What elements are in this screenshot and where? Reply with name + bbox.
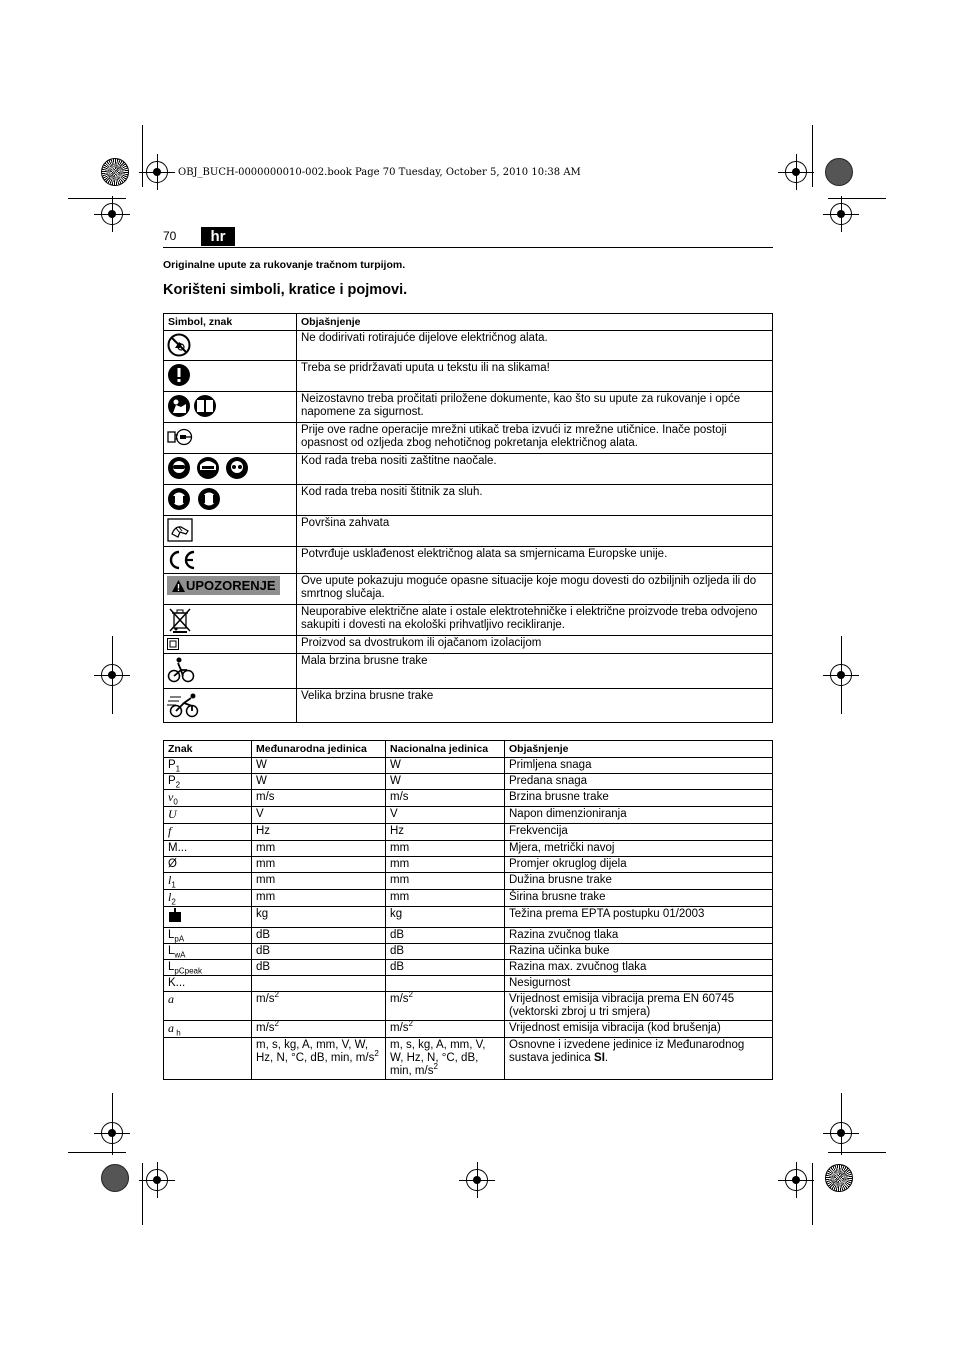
explanation-cell	[505, 774, 773, 790]
natl-unit: dB	[390, 945, 405, 957]
sign-symbol: l	[168, 890, 172, 904]
sign-symbol: a	[168, 992, 174, 1006]
language-badge: hr	[201, 227, 235, 246]
explanation-text: Nesigurnost	[509, 977, 571, 989]
intl-unit-cell	[252, 790, 386, 807]
table-row	[164, 574, 773, 605]
explanation-text: Predana snaga	[509, 775, 588, 787]
explanation-text: Dužina brusne trake	[509, 874, 612, 886]
explanation-text: Osnovne i izvedene jedinice iz Međunarodnog sustava jedinica	[509, 1039, 745, 1064]
natl-unit-cell	[386, 841, 505, 857]
explanation-cell: Velika brzina brusne trake	[297, 689, 773, 723]
natl-unit-cell	[386, 944, 505, 960]
explanation-cell: Mala brzina brusne trake	[297, 654, 773, 689]
symbol-cell	[164, 516, 297, 547]
sign-symbol: l	[168, 873, 172, 887]
table-row	[164, 454, 773, 485]
intl-unit: W	[256, 759, 267, 771]
safety-goggles-icon	[167, 456, 251, 480]
explanation-cell	[505, 758, 773, 774]
natl-unit: dB	[390, 961, 405, 973]
weight-icon	[168, 908, 182, 922]
natl-unit: mm	[390, 842, 410, 854]
warning-label: UPOZORENJE	[186, 578, 276, 593]
sign-cell	[164, 857, 252, 873]
explanation-cell	[505, 873, 773, 890]
table-row	[164, 944, 773, 960]
natl-unit-cell	[386, 890, 505, 907]
symbol-cell	[164, 654, 297, 689]
natl-unit-cell	[386, 857, 505, 873]
explanation-cell: Ne dodirivati rotirajuće dijelove električnog alata.	[297, 331, 773, 361]
table-row	[164, 960, 773, 976]
sign-subscript: pCpeak	[174, 966, 202, 976]
header-symbol: Simbol, znak	[164, 314, 297, 331]
natl-unit: W	[390, 775, 401, 787]
explanation-text: Brzina brusne trake	[509, 791, 609, 803]
explanation-cell	[505, 841, 773, 857]
explanation-text: Razina max. zvučnog tlaka	[509, 961, 647, 973]
registration-crosshair-icon	[101, 203, 123, 225]
natl-unit: m/s	[390, 791, 409, 803]
natl-unit-cell	[386, 824, 505, 841]
document-subtitle: Originalne upute za rukovanje tračnom turpijom.	[163, 259, 406, 271]
symbol-cell	[164, 485, 297, 516]
sign-subscript: 1	[171, 880, 176, 890]
sign-subscript: 1	[175, 764, 181, 774]
explanation-text: Mjera, metrički navoj	[509, 842, 615, 854]
table-row	[164, 907, 773, 928]
natl-unit-cell	[386, 790, 505, 807]
table-row	[164, 636, 773, 654]
intl-unit: V	[256, 808, 264, 820]
registration-star-icon	[101, 158, 129, 186]
table-row	[164, 992, 773, 1021]
crossed-bin-icon	[167, 607, 193, 633]
slow-cyclist-icon	[167, 656, 195, 684]
warning-label-icon	[167, 576, 280, 595]
registration-crosshair-icon	[830, 664, 852, 686]
intl-unit: Hz	[256, 825, 271, 837]
explanation-cell	[505, 1038, 773, 1080]
sign-cell	[164, 944, 252, 960]
symbol-cell	[164, 547, 297, 574]
explanation-text: Promjer okruglog dijela	[509, 858, 627, 870]
table-row	[164, 1021, 773, 1038]
intl-unit-superscript: 2	[374, 1049, 379, 1059]
intl-unit-cell	[252, 758, 386, 774]
explanation-cell	[505, 807, 773, 824]
natl-unit: dB	[390, 929, 405, 941]
sign-symbol: a	[168, 1021, 174, 1035]
natl-unit-cell	[386, 992, 505, 1021]
intl-unit: dB	[256, 961, 271, 973]
sign-cell	[164, 928, 252, 944]
symbol-cell	[164, 605, 297, 636]
natl-unit: V	[390, 808, 398, 820]
explanation-text: Vrijednost emisija vibracija prema EN 60745 (vektorski zbroj u tri smjera)	[509, 993, 735, 1018]
symbol-cell	[164, 361, 297, 392]
table-row	[164, 841, 773, 857]
natl-unit-superscript: 2	[408, 1019, 413, 1029]
sign-subscript: h	[174, 1028, 181, 1038]
table-row	[164, 807, 773, 824]
intl-unit-cell	[252, 774, 386, 790]
table-row	[164, 689, 773, 723]
sign-cell	[164, 824, 252, 841]
sign-symbol: Ø	[168, 858, 177, 870]
intl-unit: m/s	[256, 993, 275, 1005]
explanation-text: Vrijednost emisija vibracija (kod brušenja)	[509, 1022, 721, 1034]
table-row	[164, 547, 773, 574]
intl-unit-cell	[252, 992, 386, 1021]
sign-cell	[164, 1021, 252, 1038]
no-touch-rotating-icon	[167, 333, 191, 357]
sign-cell	[164, 807, 252, 824]
explanation-cell: Neuporabive električne alate i ostale elektrotehničke i električne proizvode treba odvojeno sakupiti i dovesti na ekološki prihvatljivo recikliranje.	[297, 605, 773, 636]
intl-unit: dB	[256, 945, 271, 957]
table-row	[164, 654, 773, 689]
registration-crosshair-icon	[785, 1169, 807, 1191]
explanation-cell: Kod rada treba nositi štitnik za sluh.	[297, 485, 773, 516]
intl-unit-cell	[252, 841, 386, 857]
header-natl-unit: Nacionalna jedinica	[386, 741, 505, 758]
sign-symbol: K...	[168, 977, 186, 989]
intl-unit-superscript: 2	[274, 1019, 279, 1029]
natl-unit: mm	[390, 858, 410, 870]
read-manual-icon	[167, 394, 217, 418]
sign-cell	[164, 992, 252, 1021]
explanation-cell: Treba se pridržavati uputa u tekstu ili na slikama!	[297, 361, 773, 392]
sign-symbol: P	[168, 759, 176, 771]
natl-unit: mm	[390, 891, 410, 903]
explanation-cell	[505, 992, 773, 1021]
natl-unit-cell	[386, 928, 505, 944]
symbols-table	[163, 313, 773, 723]
sign-cell	[164, 790, 252, 807]
intl-unit-cell	[252, 976, 386, 992]
header-explanation: Objašnjenje	[505, 741, 773, 758]
intl-unit: W	[256, 775, 267, 787]
sign-subscript: 2	[175, 780, 181, 790]
explanation-text: Težina prema EPTA postupku 01/2003	[509, 908, 705, 920]
registration-crosshair-icon	[146, 1169, 168, 1191]
header-rule	[163, 247, 773, 248]
explanation-text: Razina učinka buke	[509, 945, 610, 957]
explanation-cell: Neizostavno treba pročitati priložene dokumente, kao što su upute za rukovanje i opće napomene za sigurnost.	[297, 392, 773, 423]
intl-unit: m/s	[256, 1022, 275, 1034]
section-title: Korišteni simboli, kratice i pojmovi.	[163, 282, 408, 298]
natl-unit-cell	[386, 1021, 505, 1038]
ce-mark-icon	[167, 549, 197, 571]
explanation-cell: Površina zahvata	[297, 516, 773, 547]
unplug-icon	[167, 425, 193, 449]
intl-unit: m/s	[256, 791, 275, 803]
intl-unit-cell	[252, 873, 386, 890]
intl-unit: mm	[256, 842, 276, 854]
header-sign: Znak	[164, 741, 252, 758]
natl-unit-cell	[386, 960, 505, 976]
intl-unit-cell	[252, 960, 386, 976]
ear-protection-icon	[167, 487, 223, 511]
table-row	[164, 485, 773, 516]
intl-unit-cell	[252, 1038, 386, 1080]
sign-cell	[164, 890, 252, 907]
explanation-cell: Potvrđuje usklađenost električnog alata sa smjernicama Europske unije.	[297, 547, 773, 574]
explanation-cell	[505, 976, 773, 992]
natl-unit: m, s, kg, A, mm, V, W, Hz, N, °C, dB, min, m/s	[390, 1039, 486, 1077]
header-intl-unit: Međunarodna jedinica	[252, 741, 386, 758]
intl-unit-cell	[252, 928, 386, 944]
natl-unit-cell	[386, 1038, 505, 1080]
explanation-cell	[505, 890, 773, 907]
table-row	[164, 790, 773, 807]
explanation-cell: Ove upute pokazuju moguće opasne situacije koje mogu dovesti do ozbiljnih ozljeda ili do smrtnog slučaja.	[297, 574, 773, 605]
registration-crosshair-icon	[466, 1169, 488, 1191]
registration-disc-icon	[101, 1164, 129, 1192]
natl-unit-cell	[386, 758, 505, 774]
natl-unit: m/s	[390, 993, 409, 1005]
intl-unit: kg	[256, 908, 269, 920]
registration-crosshair-icon	[146, 161, 168, 183]
natl-unit-cell	[386, 907, 505, 928]
sign-cell	[164, 960, 252, 976]
explanation-cell	[505, 1021, 773, 1038]
symbol-cell	[164, 636, 297, 654]
sign-cell	[164, 976, 252, 992]
table-row	[164, 890, 773, 907]
symbol-cell	[164, 392, 297, 423]
intl-unit: mm	[256, 874, 276, 886]
registration-crosshair-icon	[830, 1122, 852, 1144]
natl-unit-cell	[386, 873, 505, 890]
explanation-cell: Prije ove radne operacije mrežni utikač treba izvući iz mrežne utičnice. Inače postoji opasnost od ozljeda zbog nehotičnog pokretanja električnog alata.	[297, 423, 773, 454]
intl-unit-superscript: 2	[274, 990, 279, 1000]
natl-unit-superscript: 2	[433, 1062, 438, 1072]
registration-crosshair-icon	[785, 161, 807, 183]
sign-cell	[164, 873, 252, 890]
explanation-text: Primljena snaga	[509, 759, 592, 771]
table-row	[164, 516, 773, 547]
table-row	[164, 423, 773, 454]
natl-unit-cell	[386, 976, 505, 992]
units-header-row	[164, 741, 773, 758]
sign-symbol: L	[168, 929, 175, 941]
table-row	[164, 873, 773, 890]
natl-unit: Hz	[390, 825, 405, 837]
sign-symbol: P	[168, 775, 176, 787]
registration-crosshair-icon	[830, 203, 852, 225]
table-row	[164, 758, 773, 774]
sign-cell	[164, 774, 252, 790]
table-row	[164, 361, 773, 392]
registration-crosshair-icon	[101, 1122, 123, 1144]
symbols-header-row	[164, 314, 773, 331]
registration-disc-icon	[825, 158, 853, 186]
units-table	[163, 740, 773, 1080]
explanation-text: Frekvencija	[509, 825, 568, 837]
sign-cell	[164, 758, 252, 774]
intl-unit: dB	[256, 929, 271, 941]
sign-cell	[164, 907, 252, 928]
explanation-cell	[505, 824, 773, 841]
sign-subscript: 0	[173, 797, 178, 807]
natl-unit: m/s	[390, 1022, 409, 1034]
explanation-text: Razina zvučnog tlaka	[509, 929, 619, 941]
explanation-bold: SI	[594, 1052, 605, 1064]
intl-unit-cell	[252, 907, 386, 928]
page-number: 70	[163, 229, 177, 243]
sign-symbol: U	[168, 807, 177, 821]
explanation-cell	[505, 960, 773, 976]
sign-symbol: v	[168, 790, 174, 804]
intl-unit-cell	[252, 807, 386, 824]
explanation-text: Napon dimenzioniranja	[509, 808, 627, 820]
sign-symbol: L	[168, 961, 175, 973]
explanation-cell: Proizvod sa dvostrukom ili ojačanom izolacijom	[297, 636, 773, 654]
intl-unit-cell	[252, 857, 386, 873]
natl-unit-cell	[386, 807, 505, 824]
explanation-tail: .	[604, 1052, 609, 1064]
warning-triangle-icon	[171, 579, 186, 593]
registration-star-icon	[825, 1164, 853, 1192]
sign-symbol: f	[168, 824, 172, 838]
table-row	[164, 605, 773, 636]
sign-subscript: 2	[171, 897, 176, 907]
symbol-cell	[164, 689, 297, 723]
intl-unit-cell	[252, 944, 386, 960]
explanation-cell	[505, 857, 773, 873]
table-row	[164, 1038, 773, 1080]
fast-cyclist-icon	[167, 691, 203, 719]
natl-unit: W	[390, 759, 401, 771]
table-row	[164, 331, 773, 361]
symbol-cell	[164, 331, 297, 361]
sign-subscript: wA	[174, 950, 186, 960]
explanation-cell	[505, 928, 773, 944]
intl-unit-cell	[252, 824, 386, 841]
registration-crosshair-icon	[101, 664, 123, 686]
symbol-cell	[164, 423, 297, 454]
sign-subscript: pA	[174, 934, 185, 944]
intl-unit-cell	[252, 890, 386, 907]
table-row	[164, 976, 773, 992]
table-row	[164, 857, 773, 873]
natl-unit-superscript: 2	[408, 990, 413, 1000]
header-explanation: Objašnjenje	[297, 314, 773, 331]
sign-cell	[164, 1038, 252, 1080]
double-insulation-icon	[167, 638, 179, 650]
sign-symbol: M...	[168, 842, 188, 854]
sign-symbol: L	[168, 945, 175, 957]
intl-unit-cell	[252, 1021, 386, 1038]
explanation-cell	[505, 907, 773, 928]
intl-unit: mm	[256, 891, 276, 903]
table-row	[164, 392, 773, 423]
explanation-text: Širina brusne trake	[509, 891, 606, 903]
intl-unit: m, s, kg, A, mm, V, W, Hz, N, °C, dB, min, m/s	[256, 1039, 375, 1064]
intl-unit: mm	[256, 858, 276, 870]
sign-cell	[164, 841, 252, 857]
table-row	[164, 774, 773, 790]
table-row	[164, 928, 773, 944]
natl-unit: mm	[390, 874, 410, 886]
book-header: OBJ_BUCH-0000000010-002.book Page 70 Tuesday, October 5, 2010 10:38 AM	[178, 167, 581, 178]
symbol-cell	[164, 454, 297, 485]
symbol-cell	[164, 574, 297, 605]
table-row	[164, 824, 773, 841]
grip-surface-icon	[167, 518, 193, 542]
explanation-cell: Kod rada treba nositi zaštitne naočale.	[297, 454, 773, 485]
natl-unit: kg	[390, 908, 403, 920]
explanation-cell	[505, 944, 773, 960]
natl-unit-cell	[386, 774, 505, 790]
exclamation-icon	[167, 363, 191, 387]
explanation-cell	[505, 790, 773, 807]
